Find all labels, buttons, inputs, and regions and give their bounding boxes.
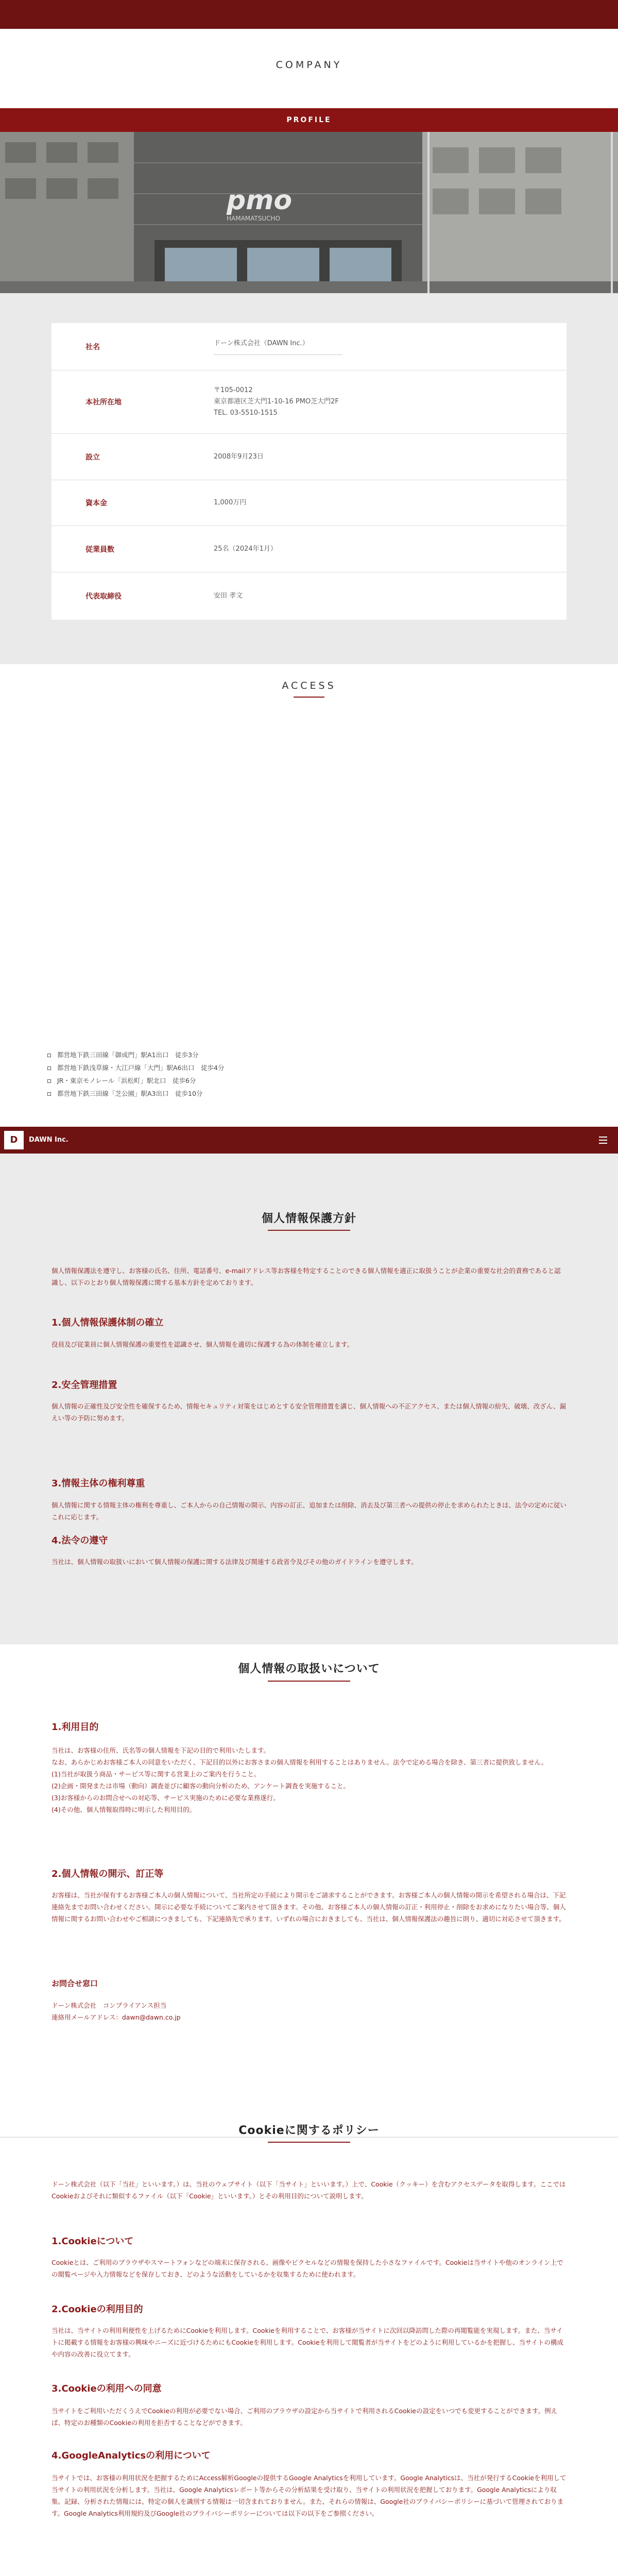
square-bullet-icon <box>47 1066 51 1070</box>
profile-row-company <box>52 323 566 370</box>
profile-value: 〒105-0012 <box>214 386 253 394</box>
header-brand[interactable]: DAWN Inc. <box>29 1136 68 1144</box>
profile-band: PROFILE <box>0 108 618 132</box>
profile-value: 2008年9月23日 <box>214 452 264 461</box>
divider <box>214 354 342 355</box>
handling-purpose-text: 当社は、お客様の住所、氏名等の個人情報を下記の目的で利用いたします。 なお、あらかじめお客様ご本人の同意をいただく、下記目的以外にお客さまの個人情報を利用することはありません。法令で定める場合を除き、第三者に提供致しません。 (1)当社が取扱う商品・サービス等に関する営業上のご案内を行うこと。 (2)企画・開発または市場（動向）調査並びに顧客の動向分析のため、アンケート調査を実施すること。 (3)お客様からのお問合せへの対応等、サービス実施のために必要な業務遂行。 (4)その他、個人情報取得時に明示した利用目的。 <box>52 1747 548 1814</box>
privacy-heading-3: 3.情報主体の権利尊重 <box>52 1478 145 1489</box>
square-bullet-icon <box>47 1092 51 1096</box>
access-item: JR・東京モノレール「浜松町」駅北口 徒歩6分 <box>47 1074 224 1087</box>
site-logo[interactable]: D <box>4 1131 24 1149</box>
profile-label: 社名 <box>85 343 100 351</box>
cookie-body-4: 当サイトでは、お客様の利用状況を把握するためにAccess解析Googleの提供するGoogle Analyticsを利用しています。Google Analyticsは、当社が発行するCookieを利用して当サイトの利用状況を分析します。当社は、Google Analyticsレポート等からその分析結果を受け取り、当サイトの利用状況を把握しております。Google Analyticsにより収集、記録、分析された情報には、特定の個人を識別する情報は一切含まれておりません。また、それらの情報は、Google社のプライバシーポリシーに基づいて管理されております。Google Analytics利用規約及びGoogle社のプライバシーポリシーについては以下の以下をご参照ください。 <box>52 2474 566 2517</box>
profile-label: 資本金 <box>85 499 107 507</box>
square-bullet-icon <box>47 1079 51 1083</box>
cookie-policy-title: Cookieに関するポリシー <box>238 2124 380 2137</box>
cookie-heading-1: 1.Cookieについて <box>52 2236 134 2247</box>
profile-row-capital <box>52 480 566 526</box>
privacy-body-4: 当社は、個人情報の取扱いにおいて個人情報の保護に関する法律及び関連する政省令及びその他のガイドラインを遵守します。 <box>52 1558 418 1566</box>
cookie-heading-3: 3.Cookieの利用への同意 <box>52 2383 162 2394</box>
cookie-heading-2: 2.Cookieの利用目的 <box>52 2304 143 2315</box>
site-header <box>0 1127 618 1154</box>
cookie-body-2: 当社は、当サイトの利用利便性を上げるためにCookieを利用します。Cookieを利用することで、お客様が当サイトに次回以降訪問した際の再閲覧能を実現します。また、当サイトに掲載する情報をお客様の興味やニーズに近づけるためにもCookieを利用します。Cookieを利用して閲覧者が当サイトをどのように利用しているかを把握し、当サイトの構成や内容の改善に役立てます。 <box>52 2327 563 2358</box>
access-title: ACCESS <box>282 680 336 691</box>
company-section-title: COMPANY <box>276 59 342 71</box>
square-bullet-icon <box>47 1054 51 1057</box>
cookie-heading-4: 4.GoogleAnalyticsの利用について <box>52 2450 211 2461</box>
profile-table <box>52 323 566 620</box>
handling-disclosure-text: お客様は、当社が保有するお客様ご本人の個人情報について、当社所定の手続により開示をご請求することができます。お客様ご本人の個人情報の開示を希望される場合は、下記連絡先までお問い合わせください。開示に必要な手続についてご案内させて頂きます。その他、お客様ご本人の個人情報の訂正・利用停止・削除をお求めになりたい場合等、個人情報に関するお問い合わせやご相談につきましても、下記連絡先で承ります。いずれの場合におきましても、当社は、個人情報保護法の趣旨に則り、適切に対応させて頂きます。 <box>52 1891 566 1923</box>
profile-row-employees <box>52 526 566 572</box>
privacy-body-1: 役員及び従業員に個人情報保護の重要性を認識させ、個人情報を適切に保護する為の体制を確立します。 <box>52 1341 354 1348</box>
privacy-body-3: 個人情報に関する情報主体の権利を尊重し、ご本人からの自己情報の開示、内容の訂正、追加または削除、消去及び第三者への提供の停止を求められたときは、法令の定めに従いこれに応じます。 <box>52 1501 567 1521</box>
cookie-intro: ドーン株式会社（以下「当社」といいます。）は、当社のウェブサイト（以下「当サイト」といいます。）上で、Cookie（クッキー）を含むアクセスデータを取得します。ここではCookieおよびそれに類似するファイル（以下「Cookie」といいます。）とその利用目的について説明します。 <box>52 2180 566 2200</box>
profile-label: 設立 <box>85 453 100 462</box>
handling-underline <box>268 1681 350 1682</box>
handling-disclosure-heading: 2.個人情報の開示、訂正等 <box>52 1869 164 1879</box>
profile-row-address <box>52 370 566 434</box>
profile-value: TEL. 03-5510-1515 <box>214 409 278 417</box>
profile-label: 従業員数 <box>85 545 114 554</box>
profile-row-ceo <box>52 572 566 620</box>
building-sign: pmo <box>227 185 293 216</box>
building-sign-sub: HAMAMATSUCHO <box>227 215 281 222</box>
access-item: 都営地下鉄三田線「御成門」駅A1出口 徒歩3分 <box>47 1048 224 1061</box>
building-photo <box>0 132 618 293</box>
privacy-policy-title: 個人情報保護方針 <box>261 1212 356 1225</box>
handling-purpose-heading: 1.利用目的 <box>52 1722 99 1733</box>
profile-label: 代表取締役 <box>85 592 122 601</box>
privacy-heading-1: 1.個人情報保護体制の確立 <box>52 1317 164 1328</box>
profile-value: ドーン株式会社（DAWN Inc.） <box>214 340 309 347</box>
privacy-policy-underline <box>268 1230 350 1231</box>
profile-value: 1,000万円 <box>214 499 247 506</box>
privacy-policy-intro: 個人情報保護法を遵守し、お客様の氏名、住所、電話番号、e-mailアドレス等お客様を特定することのできる個人情報を適正に取扱うことが企業の重要な社会的責務であると認識し、以下のとおり個人情報保護に関する基本方針を定めております。 <box>52 1267 561 1286</box>
profile-value: 東京都港区芝大門1-10-16 PMO芝大門2F <box>214 398 339 405</box>
handling-contact-heading: お問合せ窓口 <box>52 1979 98 1988</box>
access-item: 都営地下鉄三田線「芝公園」駅A3出口 徒歩10分 <box>47 1087 224 1100</box>
cookie-body-1: Cookieとは、ご利用のブラウザやスマートフォンなどの端末に保存される、画像やピクセルなどの情報を保持した小さなファイルです。Cookieは当サイトや他のオンライン上での閲覧ページや入力情報などを保存しておき、どのような活動をしているかを収集するために使われます。 <box>52 2259 563 2278</box>
profile-value: 25名（2024年1月） <box>214 545 277 553</box>
hamburger-menu-button[interactable] <box>591 1133 615 1147</box>
privacy-heading-4: 4.法令の遵守 <box>52 1535 108 1546</box>
privacy-heading-2: 2.安全管理措置 <box>52 1380 117 1391</box>
profile-value: 安田 孝文 <box>214 592 243 600</box>
menu-icon-bar <box>599 1143 607 1144</box>
access-item: 都営地下鉄浅草線・大江戸線「大門」駅A6出口 徒歩4分 <box>47 1061 224 1074</box>
menu-icon-bar <box>599 1140 607 1141</box>
menu-icon-bar <box>599 1137 607 1138</box>
handling-title: 個人情報の取扱いについて <box>238 1663 380 1675</box>
profile-row-founded <box>52 434 566 480</box>
privacy-body-2: 個人情報の正確性及び安全性を確保するため、情報セキュリティ対策をはじめとする安全管理措置を講じ、個人情報への不正アクセス、または個人情報の紛失、破壊、改ざん、漏えい等の予防に努めます。 <box>52 1402 566 1422</box>
handling-contact: ドーン株式会社 コンプライアンス担当 連絡用メールアドレス：dawn@dawn.co.jp <box>52 2002 181 2021</box>
access-list <box>47 1048 224 1100</box>
access-title-underline <box>294 697 324 698</box>
cookie-body-3: 当サイトをご利用いただくうえでCookieの利用が必要でない場合、ご利用のブラウザの設定から当サイトで利用されるCookieの設定をいつでも変更することができます。例えば、特定のお種類のCookieの利用を拒否することなどができます。 <box>52 2407 558 2427</box>
top-bar <box>0 0 618 29</box>
profile-label: 本社所在地 <box>85 398 122 406</box>
cookie-policy-underline <box>268 2142 350 2143</box>
